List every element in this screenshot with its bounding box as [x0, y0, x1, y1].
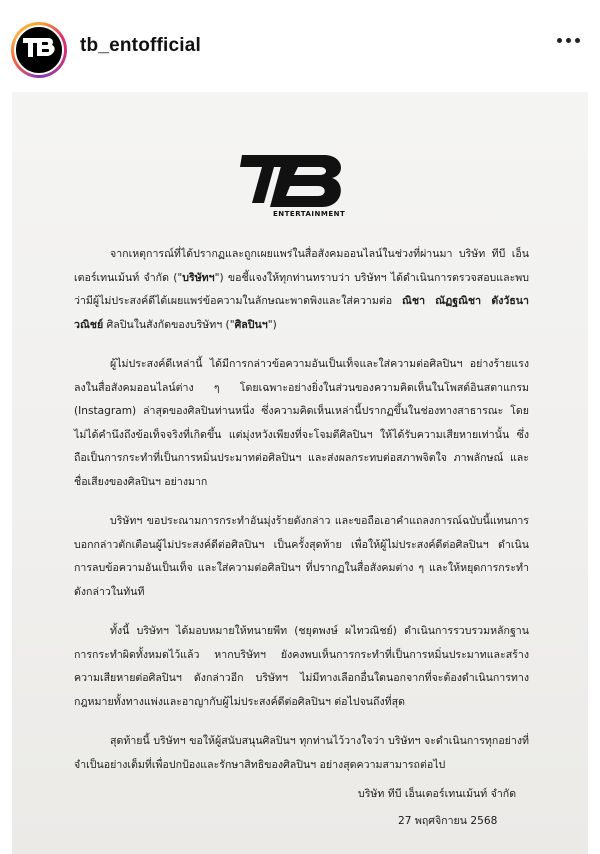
username[interactable]: tb_entofficial [80, 35, 202, 56]
paragraph-3: บริษัทฯ ขอประณามการกระทำอันมุ่งร้ายดังกล่าว และขอถือเอาคำแถลงการณ์ฉบับนี้แทนการบอกกล่าวตักเตือนผู้ไม่ประสงค์ดีต่อศิลปินฯ เป็นครั้งสุดท้าย เพื่อให้ผู้ไม่ประสงค์ดีต่อศิลปินฯ ดำเนินการลบข้อความอันเป็นเท็จ และใส่ความต่อศิลปินฯ ที่ปรากฏในสื่อสังคมต่าง ๆ และให้หยุดการกระทำดังกล่าวในทันที [74, 515, 529, 598]
statement-body [74, 243, 529, 793]
more-options-icon[interactable] [557, 38, 580, 43]
post-header [0, 0, 600, 92]
avatar-logo [14, 25, 64, 75]
paragraph-2: ผู้ไม่ประสงค์ดีเหล่านี้ ได้มีการกล่าวข้อความอันเป็นเท็จและใส่ความต่อศิลปินฯ อย่างร้ายแรงลงในสื่อสังคมออนไลน์ต่าง ๆ โดยเฉพาะอย่างยิ่งในส่วนของความคิดเห็นในโพสต์อินสตาแกรม (Instagram) ล่าสุดของศิลปินท่านหนึ่ง ซึ่งความคิดเห็นเหล่านี้ปรากฏขึ้นในช่องทางสาธารณะ โดยไม่ได้คำนึงถึงข้อเท็จจริงที่เกิดขึ้น แต่มุ่งหวังเพียงที่จะโจมตีศิลปินฯ ให้ได้รับความเสียหายเท่านั้น ซึ่งถือเป็นการกระทำที่เป็นการหมิ่นประมาทต่อศิลปินฯ และส่งผลกระทบต่อสภาพจิตใจ ภาพลักษณ์ และชื่อเสียงของศิลปินฯ อย่างมาก [74, 358, 529, 488]
tb-logo-icon [21, 35, 57, 65]
paragraph-1: จากเหตุการณ์ที่ได้ปรากฏและถูกเผยแพร่ในสื่อสังคมออนไลน์ในช่วงที่ผ่านมา บริษัท ทีบี เอ็นเตอร์เทนเม้นท์ จำกัด ("บริษัทฯ") ขอชี้แจงให้ทุกท่านทราบว่า บริษัทฯ ได้ดำเนินการตรวจสอบและพบว่ามีผู้ไม่ประสงค์ดีได้เผยแพร่ข้อความในลักษณะพาดพิงและใส่ความต่อ ณิชา ณัฏฐณิชา ดังวัธนาวณิชย์ ศิลปินในสังกัดของบริษัทฯ ("ศิลปินฯ") [74, 248, 530, 331]
paragraph-5: สุดท้ายนี้ บริษัทฯ ขอให้ผู้สนับสนุนศิลปินฯ ทุกท่านไว้วางใจว่า บริษัทฯ จะดำเนินการทุกอย่างที่จำเป็นอย่างเต็มที่เพื่อปกป้องและรักษาสิทธิของศิลปินฯ อย่างสุดความสามารถต่อไป [74, 735, 529, 771]
avatar[interactable] [11, 22, 67, 78]
logo-subtext: ENTERTAINMENT [273, 210, 346, 218]
signature-date: 27 พฤศจิกายน 2568 [398, 815, 498, 827]
signature-company: บริษัท ทีบี เอ็นเตอร์เทนเม้นท์ จำกัด [358, 788, 517, 800]
company-logo [240, 145, 360, 225]
paragraph-4: ทั้งนี้ บริษัทฯ ได้มอบหมายให้ทนายพีท (ชยุตพงษ์ ผไทวณิชย์) ดำเนินการรวบรวมหลักฐานการกระทำผิดทั้งหมดไว้แล้ว หากบริษัทฯ ยังคงพบเห็นการกระทำที่เป็นการหมิ่นประมาทและสร้างความเสียหายต่อศิลปินฯ ดังกล่าวอีก บริษัทฯ ไม่มีทางเลือกอื่นใดนอกจากที่จะต้องดำเนินการทางกฎหมายทั้งทางแพ่งและอาญากับผู้ไม่ประสงค์ดีต่อศิลปินฯ ต่อไปจนถึงที่สุด [74, 625, 529, 708]
